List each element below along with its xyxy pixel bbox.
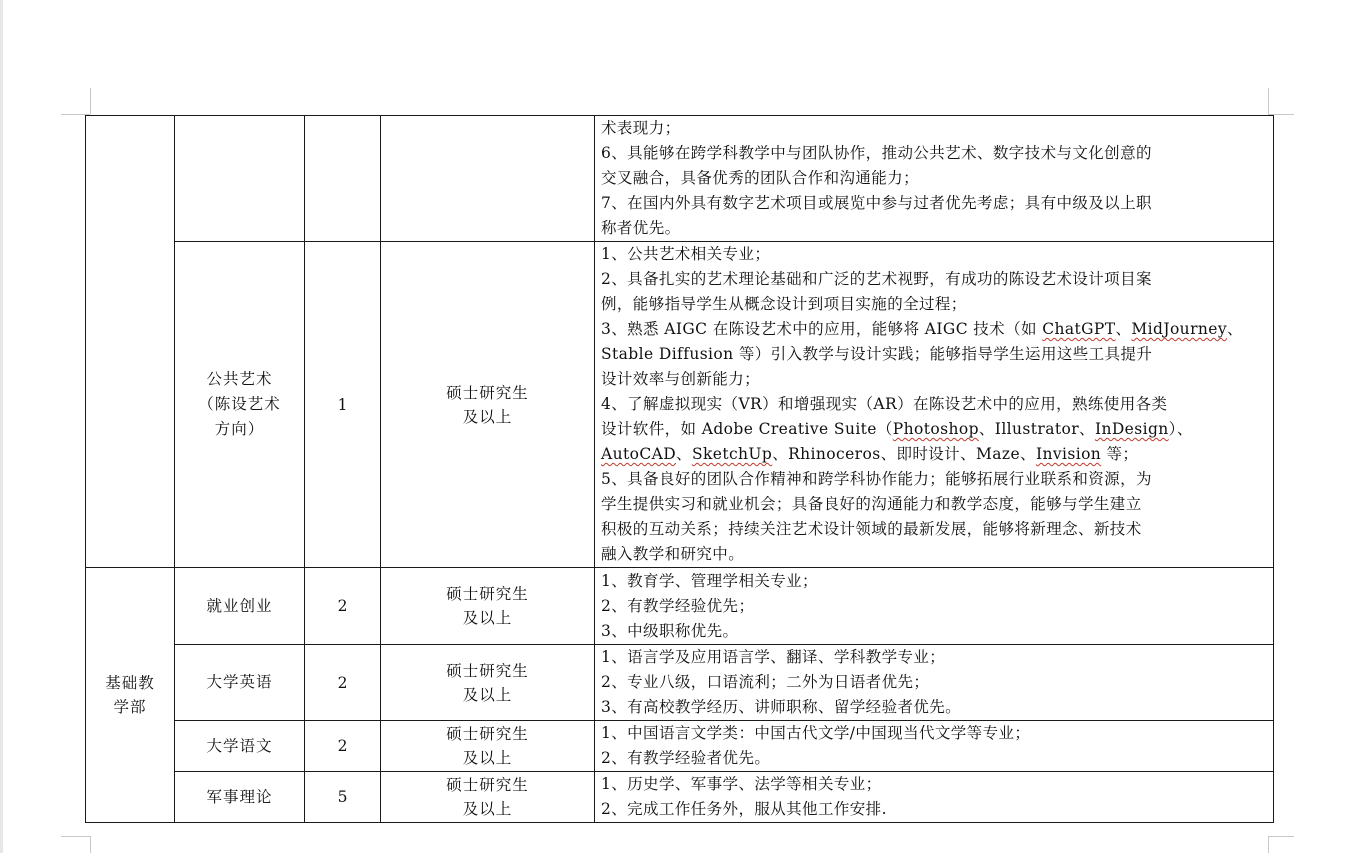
education-cell <box>381 116 595 242</box>
requirement-line: 设计效率与创新能力； <box>601 370 761 388</box>
subject-line: 公共艺术 <box>206 370 273 388</box>
crop-mark-top-right <box>1268 88 1269 114</box>
text-run: 设计软件，如 Adobe Creative Suite（ <box>601 420 893 438</box>
requirement-line: 称者优先。 <box>601 219 681 237</box>
spellcheck-word: InDesign <box>1094 420 1169 438</box>
education-line: 硕士研究生 <box>446 725 529 743</box>
recruitment-table <box>85 115 1274 823</box>
requirement-line: 交叉融合，具备优秀的团队合作和沟通能力； <box>601 169 920 187</box>
spellcheck-word: Invision <box>1035 445 1102 463</box>
subject-cell <box>175 116 305 242</box>
spellcheck-word: Photoshop <box>892 420 979 438</box>
text-run: ）、 <box>1168 420 1193 438</box>
education-line: 及以上 <box>462 749 513 767</box>
education-cell <box>381 242 595 568</box>
text-run: 、Rhinoceros、即时设计、Maze、 <box>772 445 1036 463</box>
subject-cell: 就业创业 <box>175 568 305 645</box>
text-run: 、 <box>1115 320 1132 338</box>
education-line: 硕士研究生 <box>446 661 529 680</box>
education-line: 硕士研究生 <box>446 776 529 794</box>
requirement-line: 2、有教学经验者优先。 <box>601 749 771 767</box>
education-line: 及以上 <box>462 800 513 818</box>
education-cell <box>381 645 595 721</box>
requirement-line <box>601 417 1267 442</box>
requirement-line: 2、具备扎实的艺术理论基础和广泛的艺术视野，有成功的陈设艺术设计项目案 <box>601 270 1152 288</box>
crop-mark-bottom-right-h <box>1268 836 1294 837</box>
crop-mark-bottom-left-h <box>61 836 90 837</box>
requirements-cell <box>595 721 1274 772</box>
crop-mark-top-left <box>90 88 91 114</box>
requirement-line: 例，能够指导学生从概念设计到项目实施的全过程； <box>601 295 967 313</box>
text-run: 、 <box>1227 320 1243 338</box>
education-line: 及以上 <box>462 609 513 627</box>
count-cell: 2 <box>305 645 381 721</box>
requirement-line: 1、公共艺术相关专业； <box>601 245 771 263</box>
requirements-cell <box>595 772 1274 823</box>
requirement-line: 融入教学和研究中。 <box>601 545 745 563</box>
spellcheck-word: AutoCAD <box>601 445 677 463</box>
text-run: 、 <box>676 445 692 463</box>
requirement-line: 3、有高校教学经历、讲师职称、留学经验者优先。 <box>601 698 962 716</box>
document-page <box>3 0 1351 853</box>
crop-mark-bottom-left <box>90 836 91 853</box>
requirement-line: 1、中国语言文学类：中国古代文学/中国现当代文学等专业； <box>601 724 1031 742</box>
count-cell: 2 <box>305 568 381 645</box>
count-cell <box>305 116 381 242</box>
spellcheck-word: SketchUp <box>691 445 773 463</box>
requirement-line: Stable Diffusion 等）引入教学与设计实践；能够指导学生运用这些工具提升 <box>601 345 1153 363</box>
requirement-line <box>601 317 1267 342</box>
text-run: 、Illustrator、 <box>978 420 1095 438</box>
subject-line: 方向） <box>214 420 265 438</box>
dept-cell-continued <box>86 116 175 568</box>
dept-name-line: 基础教 <box>105 674 155 692</box>
table-row <box>86 116 1274 242</box>
requirements-cell <box>595 645 1274 721</box>
requirement-line: 4、了解虚拟现实（VR）和增强现实（AR）在陈设艺术中的应用，熟练使用各类 <box>601 395 1168 413</box>
count-cell: 5 <box>305 772 381 823</box>
spellcheck-word: ChatGPT <box>1042 320 1116 338</box>
count-cell: 1 <box>305 242 381 568</box>
requirement-line: 2、完成工作任务外，服从其他工作安排. <box>601 800 887 818</box>
subject-cell: 大学英语 <box>175 645 305 721</box>
requirement-line: 5、具备良好的团队合作精神和跨学科协作能力；能够拓展行业联系和资源，为 <box>601 470 1152 488</box>
requirement-line: 6、具能够在跨学科教学中与团队协作，推动公共艺术、数字技术与文化创意的 <box>601 144 1152 162</box>
spellcheck-word: MidJourney <box>1131 320 1227 338</box>
requirement-line: 7、在国内外具有数字艺术项目或展览中参与过者优先考虑；具有中级及以上职 <box>601 194 1152 212</box>
text-run: 3、熟悉 AIGC 在陈设艺术中的应用，能够将 AIGC 技术（如 <box>601 320 1043 338</box>
requirement-line: 2、专业八级，口语流利；二外为日语者优先； <box>601 673 930 691</box>
subject-cell: 大学语文 <box>175 721 305 772</box>
education-line: 硕士研究生 <box>446 585 529 603</box>
education-cell <box>381 568 595 645</box>
dept-name-line: 学部 <box>113 698 147 716</box>
requirement-line: 术表现力； <box>601 119 681 137</box>
count-cell: 2 <box>305 721 381 772</box>
subject-cell <box>175 242 305 568</box>
requirement-line: 积极的互动关系；持续关注艺术设计领域的最新发展，能够将新理念、新技术 <box>601 520 1142 538</box>
education-line: 及以上 <box>462 685 513 704</box>
requirement-line: 1、历史学、军事学、法学等相关专业； <box>601 775 882 793</box>
table-row <box>86 721 1274 772</box>
requirement-line <box>601 442 1267 467</box>
education-line: 硕士研究生 <box>446 383 529 402</box>
education-cell <box>381 772 595 823</box>
education-cell <box>381 721 595 772</box>
requirement-line: 学生提供实习和就业机会；具备良好的沟通能力和教学态度，能够与学生建立 <box>601 495 1142 513</box>
subject-cell: 军事理论 <box>175 772 305 823</box>
subject-line: （陈设艺术 <box>198 395 281 413</box>
requirement-line: 2、有教学经验优先； <box>601 596 755 615</box>
requirements-cell <box>595 242 1274 568</box>
text-run: 等； <box>1101 445 1139 463</box>
dept-cell <box>86 568 175 823</box>
table-row <box>86 772 1274 823</box>
table-row <box>86 645 1274 721</box>
requirement-line: 1、语言学及应用语言学、翻译、学科教学专业； <box>601 648 946 666</box>
requirement-line: 3、中级职称优先。 <box>601 621 739 640</box>
table-row <box>86 242 1274 568</box>
crop-mark-bottom-right <box>1268 836 1269 853</box>
requirements-cell <box>595 568 1274 645</box>
table-row <box>86 568 1274 645</box>
requirements-cell <box>595 116 1274 242</box>
education-line: 及以上 <box>462 407 513 426</box>
requirement-line: 1、教育学、管理学相关专业； <box>601 571 818 590</box>
